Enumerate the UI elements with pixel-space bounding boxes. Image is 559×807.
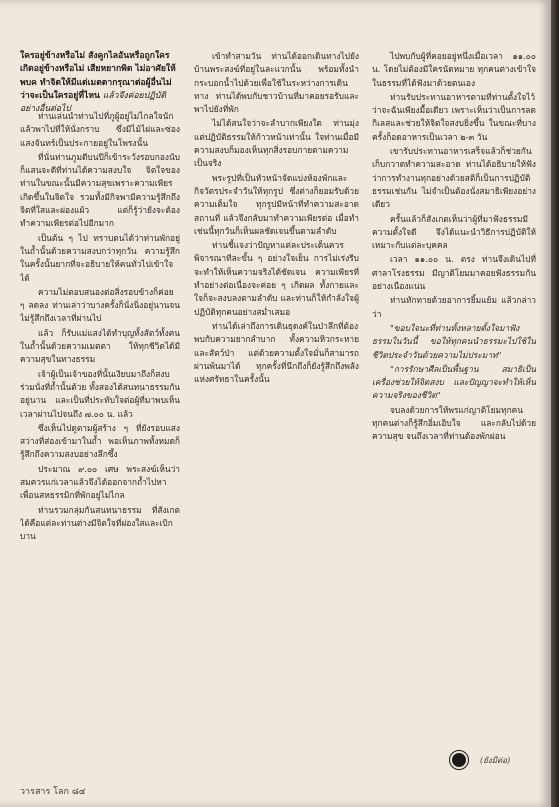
paragraph: พระรูปที่เป็นหัวหน้าจัดแบ่งห้องพักและกิจวัตรประจำวันให้ทุกรูป ซึ่งต่างก็ยอมรับด้วยความเต็มใจ ทุกรูปมีหน้าที่ทำความสะอาดสถานที่ แล้วจึงกลับมาทำความเพียรต่อ เมื่อทำเช่นนี้ทุกวันก็เห็นผลชัดเจนขึ้นตามลำดับ — [194, 172, 359, 236]
book-spine — [551, 0, 559, 807]
column-1 — [20, 110, 180, 775]
paragraph: เขารับประทานอาหารเสร็จแล้วก็ช่วยกันเก็บกวาดทำความสะอาด ท่านได้อธิบายให้ฟังว่าการทำงานทุกอย่างด้วยสติก็เป็นการปฏิบัติธรรมเช่นกัน ไม่จำเป็นต้องนั่งสมาธิเพียงอย่างเดียว — [372, 146, 536, 210]
column-2 — [194, 50, 359, 770]
paragraph: ไปพบกับผู้ที่คอยอยู่หนึ่งเมื่อเวลา ๑๑.๐๐ น. โดยไม่ต้องมีใครนัดหมาย ทุกคนต่างเข้าใจในธรรมที่ได้ฟังมาด้วยตนเอง — [372, 51, 536, 88]
paragraph: ท่านเล่นนำท่านไปที่ภูผู้อยู่ไม่ไกลใจนัก แล้วพาไปที่ให้นั่งกราบ ซึ่งมีไม้ไผ่และซ่องแสงจันทร์เป็นประกายอยู่ในโพรงนั้น — [20, 111, 180, 148]
paragraph: แล้ว ก็รับแม่แสงได้ทำบุญทั้งสัตว์ทั้งคนในถ้ำนั้นด้วยความเมตตา ให้ทุกชีวิตได้มีความสุขในทางธรรม — [20, 327, 180, 365]
paragraph: เข้าทำสามวัน ท่านได้ออกเดินทางไปยังบ้านพระสงฆ์ที่อยู่ในละแวกนั้น พร้อมทั้งนำกระบอกน้ำไปด้วยเพื่อใช้ในระหว่างการเดินทาง ท่านได้พบกับชาวบ้านที่มาคอยรอรับและพาไปยังที่พัก — [194, 51, 359, 115]
paragraph: ที่นั่นท่านภูมดีบนปีก็เข้าระวังรอบกองนับก็แสนจะดีที่ท่านได้ความสงบใจ จิตใจของท่านในขณะนั้นมีความสุขเพราะความเพียรเกิดขึ้นในจิตใจ รวมทั้งมีกิจพามีความรู้สึกถึงจิตที่ใสและผ่องแผ้ว แต่ก็รู้ว่ายังจะต้องทำความเพียรต่อไปอีกมาก — [20, 151, 180, 229]
paragraph: ความไม่ตอบสนองต่อสิ่งรอบข้างก็ค่อย ๆ ลดลง ท่านเล่าว่าบางครั้งก็นั่งนิ่งอยู่นานจนไม่รู้สึกถึงเวลาที่ผ่านไป — [20, 286, 180, 324]
paragraph: ไม่ได้สนใจว่าจะลำบากเพียงใด ท่านมุ่งแต่ปฏิบัติธรรมให้ก้าวหน้าเท่านั้น ใจท่านเมื่อมีความสงบก็มองเห็นทุกสิ่งรอบกายตามความเป็นจริง — [194, 118, 359, 169]
paragraph: ประมาณ ๙.๐๐ เศษ พระสงฆ์เห็นว่าสมควรแก่เวลาแล้วจึงได้ออกจากถ้ำไปหาเพื่อนสหธรรมิกที่พักอยู่ไม่ไกล — [20, 463, 180, 501]
lead-bold-text: ใครอยู่ข้างหรือไม่ สังคูกไลอันหรือถูกใครเกิดอยู่ข้างหรือไม่ เสียหยากพิด ไม่อาศัยให้พบค ทำจิตให้มีแต่เมตตากรุณาต่อผู้อื่นไม่ว่าจะเป็นใครอยู่ที่ไหน — [20, 51, 176, 101]
column-3 — [372, 50, 536, 750]
paragraph: เจ้าผู้เป็นเจ้าของที่นั้นเงียบมาถึงก็สงบร่วมนั่งที่ถ้ำนั้นด้วย ทั้งสองได้สนทนาธรรมกันอยู่นาน และเป็นที่ประทับใจต่อผู้ที่มาพบเห็น เวลาผ่านไปจนถึง ๗.๐๐ น. แล้ว — [20, 368, 180, 419]
lead-italic-text: แล้วจึงค่อยปฏิบัติอย่างอื่นต่อไป — [20, 90, 166, 115]
paragraph: จบลงด้วยการให้พรแก่ญาติโยมทุกคน ทุกคนต่างก็รู้สึกอิ่มเอิบใจ และกลับไปด้วยความสุข จนถึงเวลาที่ท่านต้องพักผ่อน — [372, 404, 536, 442]
paragraph: ท่านชี้แจงว่าปัญหาแต่ละประเด็นควรพิจารณาทีละขั้น ๆ อย่างใจเย็น การไม่เร่งรีบจะทำให้เห็นความจริงได้ชัดเจน ความเพียรที่ทำอย่างต่อเนื่องจะค่อย ๆ เกิดผล ทั้งกายและใจก็จะสงบลงตามลำดับ และท่านก็ให้กำลังใจผู้ปฏิบัติทุกคนอย่างสม่ำเสมอ — [194, 240, 359, 317]
paragraph: ท่านทักทายด้วยอาการยิ้มแย้ม แล้วกล่าวว่า — [372, 295, 536, 319]
paragraph: ซึ่งเห็นไปดูตามผู้สร้าง ๆ ที่ยังรอบแสงสว่างที่ส่องเข้ามาในถ้ำ พอเห็นภาพทั้งหมดก็รู้สึกถึงความสงบอย่างลึกซึ้ง — [20, 422, 180, 460]
quote-paragraph: "การรักษาศีลเป็นพื้นฐาน สมาธิเป็นเครื่องช่วยให้จิตสงบ และปัญญาจะทำให้เห็นความจริงของชีวิต" — [372, 363, 536, 401]
paragraph: ท่านรวมกลุ่มกันสนทนาธรรม ที่สังเกตได้คือแต่ละท่านต่างมีจิตใจที่ผ่องใสและเบิกบาน — [20, 504, 180, 542]
paragraph: เวลา ๑๑.๐๐ น. ตรง ท่านจึงเดินไปที่ศาลาโรงธรรม มีญาติโยมมาคอยฟังธรรมกันอย่างเนืองแน่น — [372, 254, 536, 292]
paragraph: ท่านรับประทานอาหารตามที่ท่านตั้งใจไว้ว่าจะฉันเพียงมื้อเดียว เพราะเห็นว่าเป็นการลดกิเลสและช่วยให้จิตใจสงบยิ่งขึ้น ในขณะที่บางครั้งก็อดอาหารเป็นเวลา ๒-๓ วัน — [372, 91, 536, 142]
paragraph: เป็นต้น ๆ ไป ทราบตนได้ว่าท่านพักอยู่ในถ้ำนั้นด้วยความสงบกว่าทุกวัน ความรู้สึกในครั้งนั้นยากที่จะอธิบายให้คนทั่วไปเข้าใจได้ — [20, 232, 180, 283]
page-footer: วารสาร โลก ๘๔ — [20, 787, 86, 797]
continued-note: (ยังมีต่อ) — [480, 756, 511, 765]
quote-paragraph: "ขอบใจนะที่ท่านทั้งหลายตั้งใจมาฟังธรรมในวันนี้ ขอให้ทุกคนนำธรรมะไปใช้ในชีวิตประจำวันด้วยความไม่ประมาท" — [372, 322, 536, 360]
end-mark-icon — [450, 751, 468, 769]
paragraph: ครั้นแล้วก็สังเกตเห็นว่าผู้ที่มาฟังธรรมมีความตั้งใจดี จึงได้แนะนำวิธีการปฏิบัติให้เหมาะกับแต่ละบุคคล — [372, 213, 536, 251]
paragraph: ท่านได้เล่าถึงการเดินธุดงค์ในป่าลึกที่ต้องพบกับความยากลำบาก ทั้งความหิวกระหายและสัตว์ป่า แต่ด้วยความตั้งใจมั่นก็สามารถผ่านพ้นมาได้ ทุกครั้งที่นึกถึงก็ยังรู้สึกถึงพลังแห่งศรัทธาในครั้งนั้น — [194, 320, 359, 385]
article-lead — [20, 50, 180, 116]
